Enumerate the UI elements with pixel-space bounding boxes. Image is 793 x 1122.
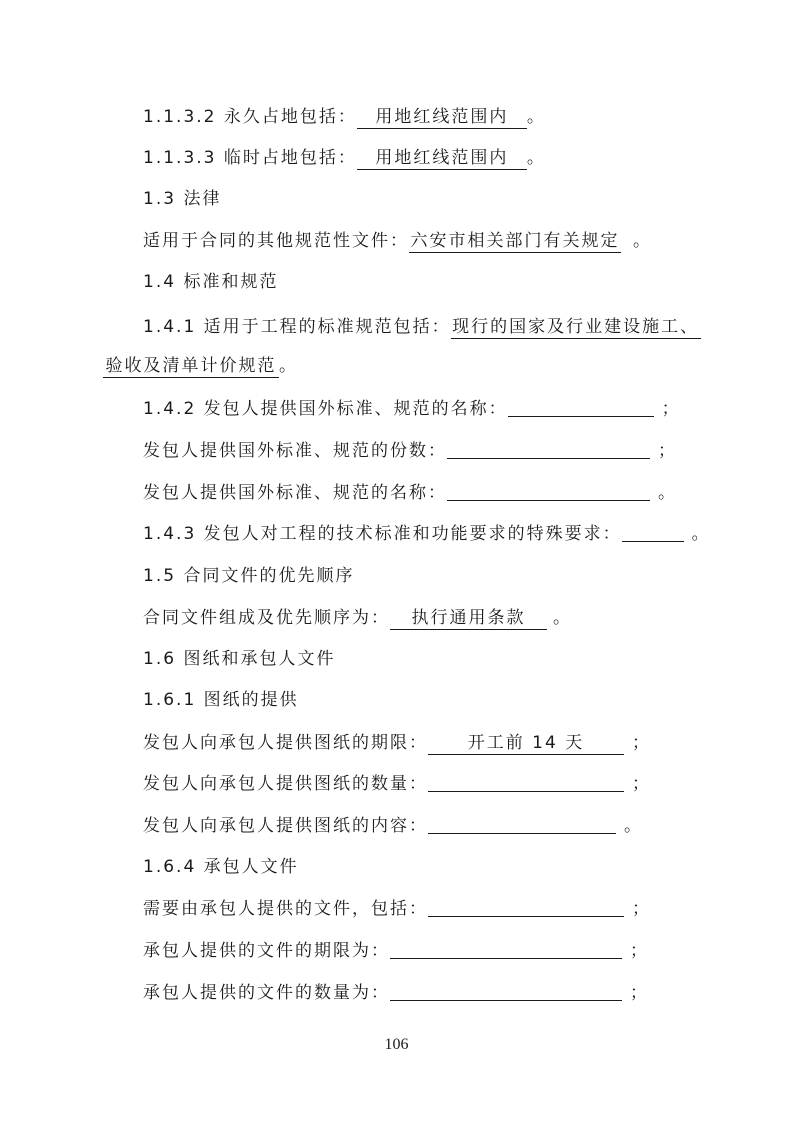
- clause-label: 发包人提供国外标准、规范的名称：: [143, 483, 447, 503]
- clause-label: 1.4.1 适用于工程的标准规范包括：: [143, 317, 451, 337]
- clause-end-punct: 。: [691, 524, 711, 544]
- clause-label: 合同文件组成及优先顺序为：: [143, 608, 390, 628]
- clause-end-punct: 。: [658, 483, 677, 503]
- clause-end-punct: ；: [630, 983, 649, 1003]
- clause-end-punct: ；: [658, 441, 677, 461]
- blank-field: [508, 396, 654, 417]
- clause-1-6-1-period: [143, 729, 651, 757]
- blank-field: [390, 980, 622, 1001]
- clause-label: 发包人向承包人提供图纸的期限：: [143, 733, 428, 753]
- clause-1-1-3-3: [143, 144, 546, 172]
- clause-label: 承包人提供的文件的期限为：: [143, 941, 390, 961]
- clause-end-punct: 。: [553, 608, 572, 628]
- section-heading-1-5: 1.5 合同文件的优先顺序: [143, 566, 355, 586]
- clause-1-4-2-copies: [143, 437, 677, 465]
- blank-field: [428, 813, 616, 834]
- clause-label: 1.1.3.3 临时占地包括：: [143, 148, 357, 168]
- clause-end-punct: 。: [526, 148, 546, 168]
- clause-end-punct: ；: [661, 399, 681, 419]
- clause-1-6-4-period: [143, 937, 649, 965]
- clause-label: 1.4.2 发包人提供国外标准、规范的名称：: [143, 399, 508, 419]
- clause-end-punct: ；: [632, 733, 651, 753]
- filled-value: 现行的国家及行业建设施工、: [452, 317, 700, 337]
- clause-1-3-docs: [143, 227, 652, 255]
- blank-field: [622, 521, 684, 542]
- clause-1-6-4-quantity: [143, 979, 649, 1007]
- clause-end-punct: ；: [632, 899, 651, 919]
- clause-label: 发包人提供国外标准、规范的份数：: [143, 441, 447, 461]
- section-heading-1-6-1: 1.6.1 图纸的提供: [143, 690, 299, 710]
- blank-field: [390, 938, 622, 959]
- page-number: 106: [384, 1036, 409, 1053]
- clause-1-4-1-line1: [143, 313, 701, 341]
- clause-1-4-1-line2: [103, 352, 298, 380]
- filled-value: 用地红线范围内: [357, 147, 527, 170]
- clause-label: 需要由承包人提供的文件，包括：: [143, 899, 428, 919]
- clause-end-punct: 。: [279, 356, 298, 376]
- clause-end-punct: 。: [624, 816, 643, 836]
- clause-label: 承包人提供的文件的数量为：: [143, 983, 390, 1003]
- filled-value: 开工前 14 天: [428, 732, 624, 755]
- clause-label: 1.1.3.2 永久占地包括：: [143, 107, 357, 127]
- clause-label: 发包人向承包人提供图纸的内容：: [143, 816, 428, 836]
- clause-label: 适用于合同的其他规范性文件：: [143, 231, 409, 251]
- clause-end-punct: ；: [630, 941, 649, 961]
- blank-field: [447, 438, 650, 459]
- clause-label: 发包人向承包人提供图纸的数量：: [143, 774, 428, 794]
- clause-label: 1.4.3 发包人对工程的技术标准和功能要求的特殊要求：: [143, 524, 622, 544]
- filled-value: 执行通用条款: [390, 607, 547, 630]
- clause-1-5-order: [143, 604, 572, 632]
- clause-1-4-3: [143, 520, 711, 548]
- filled-value: 六安市相关部门有关规定: [410, 231, 620, 251]
- filled-value: 用地红线范围内: [357, 106, 527, 129]
- clause-end-punct: ；: [632, 774, 651, 794]
- section-heading-1-4: 1.4 标准和规范: [143, 272, 279, 292]
- clause-1-6-1-content: [143, 812, 643, 840]
- blank-field: [447, 480, 650, 501]
- section-heading-1-6-4: 1.6.4 承包人文件: [143, 857, 299, 877]
- clause-1-1-3-2: [143, 103, 546, 131]
- clause-1-4-2-name: [143, 395, 681, 423]
- clause-end-punct: 。: [526, 107, 546, 127]
- clause-end-punct: 。: [633, 231, 652, 251]
- blank-field: [428, 771, 624, 792]
- filled-value: 验收及清单计价规范: [103, 355, 279, 378]
- blank-field: [428, 896, 624, 917]
- clause-1-4-2-name-2: [143, 479, 677, 507]
- clause-1-6-4-documents: [143, 895, 651, 923]
- section-heading-1-6: 1.6 图纸和承包人文件: [143, 649, 336, 669]
- section-heading-1-3: 1.3 法律: [143, 189, 222, 209]
- clause-1-6-1-quantity: [143, 770, 651, 798]
